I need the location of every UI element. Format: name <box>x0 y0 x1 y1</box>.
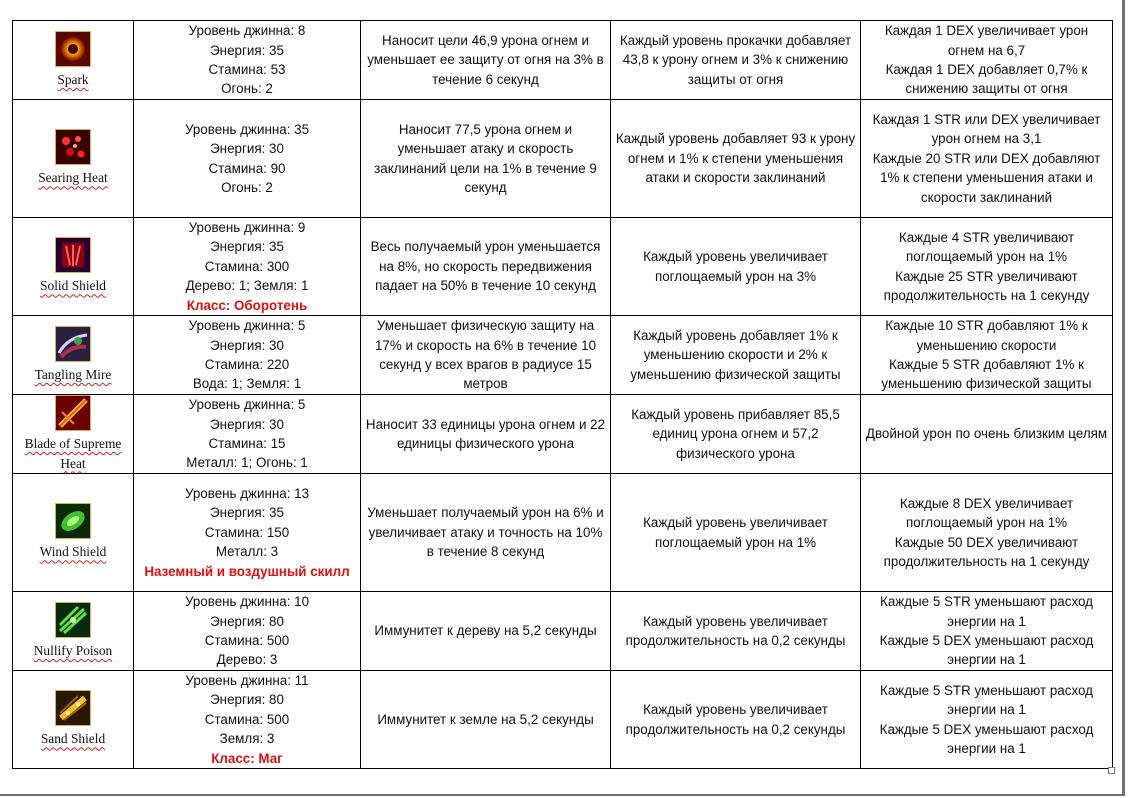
stat-bonus-line: Каждые 4 STR увеличивают поглощаемый урон на 1% <box>898 229 1075 265</box>
requirement-line: Энергия: 80 <box>210 613 284 629</box>
requirements-cell <box>134 218 361 316</box>
requirement-line: Уровень джинна: 11 <box>185 673 309 689</box>
requirement-line: Энергия: 80 <box>210 692 284 708</box>
requirement-line: Вода: 1; Земля: 1 <box>192 376 302 392</box>
requirement-line: Энергия: 35 <box>210 42 284 58</box>
effect-text: Иммунитет к земле на 5,2 секунды <box>377 711 594 727</box>
blade-of-supreme-heat-icon <box>55 395 91 431</box>
stat-bonus-line: Каждые 5 STR уменьшают расход энергии на 1 <box>880 594 1093 629</box>
requirement-line: Огонь: 2 <box>221 179 273 195</box>
skill-name: Blade of Supreme Heat <box>24 436 122 471</box>
per-level-cell <box>611 592 861 671</box>
effect-cell <box>361 474 611 592</box>
per-level-text: Каждый уровень добавляет 93 к урону огнем и 1% к степени уменьшения атаки и скорости заклинаний <box>615 131 856 186</box>
requirements-cell <box>134 100 361 218</box>
skills-table <box>12 20 1113 769</box>
requirement-line: Стамина: 500 <box>204 633 290 649</box>
requirements-cell <box>134 316 361 395</box>
wind-shield-icon <box>55 503 91 539</box>
effect-text: Иммунитет к дереву на 5,2 секунды <box>374 623 597 639</box>
per-level-text: Каждый уровень увеличивает поглощаемый урон на 3% <box>643 249 828 284</box>
effect-text: Уменьшает получаемый урон на 6% и увеличивает атаку и точность на 10% в течение 8 секунд <box>367 505 604 560</box>
requirement-line: Стамина: 300 <box>204 258 290 274</box>
requirement-line: Уровень джинна: 35 <box>184 121 310 137</box>
effect-text: Весь получаемый урон уменьшается на 8%, но скорость передвижения падает на 50% в течение 10 секунд <box>370 239 601 294</box>
table-row <box>13 218 1113 316</box>
skill-name-cell <box>13 316 134 395</box>
requirements-cell <box>134 592 361 671</box>
requirement-line: Стамина: 150 <box>204 524 290 540</box>
requirement-line: Стамина: 53 <box>208 62 286 77</box>
per-level-text: Каждый уровень увеличивает продолжительность на 0,2 секунды <box>625 702 846 737</box>
stat-bonus-line: Каждая 1 STR или DEX увеличивает урон огнем на 3,1 <box>872 111 1101 147</box>
per-level-cell <box>611 316 861 395</box>
requirement-line: Энергия: 35 <box>210 239 284 255</box>
requirement-line: Энергия: 30 <box>210 141 284 157</box>
requirement-line: Уровень джинна: 10 <box>184 594 310 610</box>
nullify-poison-icon <box>55 602 91 638</box>
tangling-mire-icon <box>55 326 91 362</box>
requirement-line: Дерево: 3 <box>216 652 278 668</box>
requirement-line: Уровень джинна: 5 <box>188 318 306 334</box>
stat-bonus-line: Каждые 10 STR добавляют 1% к уменьшению скорости <box>885 318 1088 353</box>
per-level-cell <box>611 100 861 218</box>
per-level-text: Каждый уровень прокачки добавляет 43,8 к урону огнем и 3% к снижению защиты от огня <box>619 32 852 87</box>
stat-bonus-cell <box>861 395 1113 474</box>
class-note: Наземный и воздушный скилл <box>144 563 350 579</box>
effect-cell <box>361 316 611 395</box>
effect-cell <box>361 671 611 769</box>
requirement-line: Дерево: 1; Земля: 1 <box>185 278 309 294</box>
table-row <box>13 21 1113 100</box>
sand-shield-icon <box>55 690 91 726</box>
per-level-text: Каждый уровень увеличивает поглощаемый урон на 1% <box>643 515 828 550</box>
class-note: Класс: Оборотень <box>186 297 308 313</box>
requirement-line: Уровень джинна: 8 <box>188 23 306 39</box>
requirements-cell <box>134 395 361 474</box>
effect-cell <box>361 395 611 474</box>
effect-cell <box>361 21 611 100</box>
table-row <box>13 100 1113 218</box>
table-row <box>13 592 1113 671</box>
skills-table-body <box>13 21 1113 769</box>
per-level-cell <box>611 671 861 769</box>
effect-text: Уменьшает физическую защиту на 17% и скорость на 6% в течение 10 секунд у всех врагов в радиусе 15 метров <box>374 318 597 392</box>
requirement-line: Стамина: 220 <box>204 357 290 373</box>
stat-bonus-line: Каждая 1 DEX добавляет 0,7% к снижению защиты от огня <box>885 62 1088 97</box>
stat-bonus-line: Каждые 5 STR добавляют 1% к уменьшению физической защиты <box>881 357 1092 392</box>
effect-text: Наносит цели 46,9 урона огнем и уменьшает ее защиту от огня на 3% в течение 6 секунд <box>367 32 604 87</box>
effect-text: Наносит 77,5 урона огнем и уменьшает атаку и скорость заклинаний цели на 1% в течение 9 секунд <box>374 121 597 195</box>
per-level-text: Каждый уровень прибавляет 85,5 единиц урона огнем и 57,2 физического урона <box>631 406 840 461</box>
stat-bonus-line: Каждые 8 DEX увеличивает поглощаемый урон на 1% <box>899 495 1074 531</box>
skill-name-cell <box>13 592 134 671</box>
requirement-line: Уровень джинна: 5 <box>188 397 306 413</box>
stat-bonus-line: Каждые 5 DEX уменьшают расход энергии на 1 <box>879 721 1094 756</box>
per-level-text: Каждый уровень добавляет 1% к уменьшению скорости и 2% к уменьшению физической защиты <box>630 327 841 382</box>
requirement-line: Земля: 3 <box>219 731 275 747</box>
skill-name-cell <box>13 474 134 592</box>
skill-name-cell <box>13 395 134 474</box>
skill-name: Spark <box>57 71 89 87</box>
skill-name: Sand Shield <box>40 731 106 747</box>
skill-name: Nullify Poison <box>33 642 113 658</box>
stat-bonus-line: Каждые 20 STR или DEX добавляют 1% к степени уменьшения атаки и скорости заклинаний <box>872 150 1101 205</box>
per-level-cell <box>611 395 861 474</box>
requirement-line: Уровень джинна: 13 <box>184 486 310 502</box>
requirements-cell <box>134 21 361 100</box>
effect-text: Наносит 33 единицы урона огнем и 22 единицы физического урона <box>365 416 606 452</box>
per-level-cell <box>611 218 861 316</box>
per-level-cell <box>611 21 861 100</box>
stat-bonus-cell <box>861 474 1113 592</box>
per-level-cell <box>611 474 861 592</box>
per-level-text: Каждый уровень увеличивает продолжительность на 0,2 секунды <box>625 613 846 649</box>
class-note: Класс: Маг <box>211 750 283 766</box>
stat-bonus-line: Двойной урон по очень близким целям <box>865 426 1108 442</box>
requirements-cell <box>134 671 361 769</box>
skill-name: Searing Heat <box>38 170 108 186</box>
requirement-line: Стамина: 15 <box>208 436 286 452</box>
stat-bonus-cell <box>861 100 1113 218</box>
skill-name-cell <box>13 671 134 769</box>
requirement-line: Уровень джинна: 9 <box>188 220 306 235</box>
stat-bonus-line: Каждые 5 DEX уменьшают расход энергии на 1 <box>879 633 1094 668</box>
skill-name-cell <box>13 100 134 218</box>
skill-name: Wind Shield <box>39 544 107 560</box>
spark-fire-orb-icon <box>55 31 91 67</box>
stat-bonus-cell <box>861 21 1113 100</box>
stat-bonus-cell <box>861 671 1113 769</box>
effect-cell <box>361 592 611 671</box>
searing-heat-icon <box>55 129 91 165</box>
skill-name: Tangling Mire <box>34 366 112 382</box>
table-row <box>13 474 1113 592</box>
requirements-cell <box>134 474 361 592</box>
skill-name: Solid Shield <box>40 278 106 294</box>
table-row <box>13 316 1113 395</box>
requirement-line: Стамина: 90 <box>208 160 286 176</box>
stat-bonus-cell <box>861 218 1113 316</box>
stat-bonus-cell <box>861 316 1113 395</box>
table-row <box>13 395 1113 474</box>
effect-cell <box>361 100 611 218</box>
stat-bonus-line: Каждая 1 DEX увеличивает урон огнем на 6,7 <box>884 23 1089 58</box>
table-row <box>13 671 1113 769</box>
table-resize-handle[interactable] <box>1108 767 1115 774</box>
stat-bonus-line: Каждые 50 DEX увеличивают продолжительность на 1 секунду <box>883 534 1090 569</box>
stat-bonus-line: Каждые 25 STR увеличивают продолжительность на 1 секунду <box>883 268 1090 303</box>
skill-name-cell <box>13 218 134 316</box>
stat-bonus-cell <box>861 592 1113 671</box>
requirement-line: Энергия: 30 <box>210 337 284 353</box>
solid-shield-icon <box>55 237 91 273</box>
stat-bonus-line: Каждые 5 STR уменьшают расход энергии на 1 <box>880 682 1093 718</box>
requirement-line: Металл: 1; Огонь: 1 <box>186 455 308 471</box>
requirement-line: Энергия: 35 <box>210 505 284 521</box>
requirement-line: Энергия: 30 <box>210 416 284 432</box>
skill-name-cell <box>13 21 134 100</box>
requirement-line: Огонь: 2 <box>221 81 273 97</box>
effect-cell <box>361 218 611 316</box>
requirement-line: Металл: 3 <box>215 544 279 560</box>
requirement-line: Стамина: 500 <box>204 711 290 727</box>
